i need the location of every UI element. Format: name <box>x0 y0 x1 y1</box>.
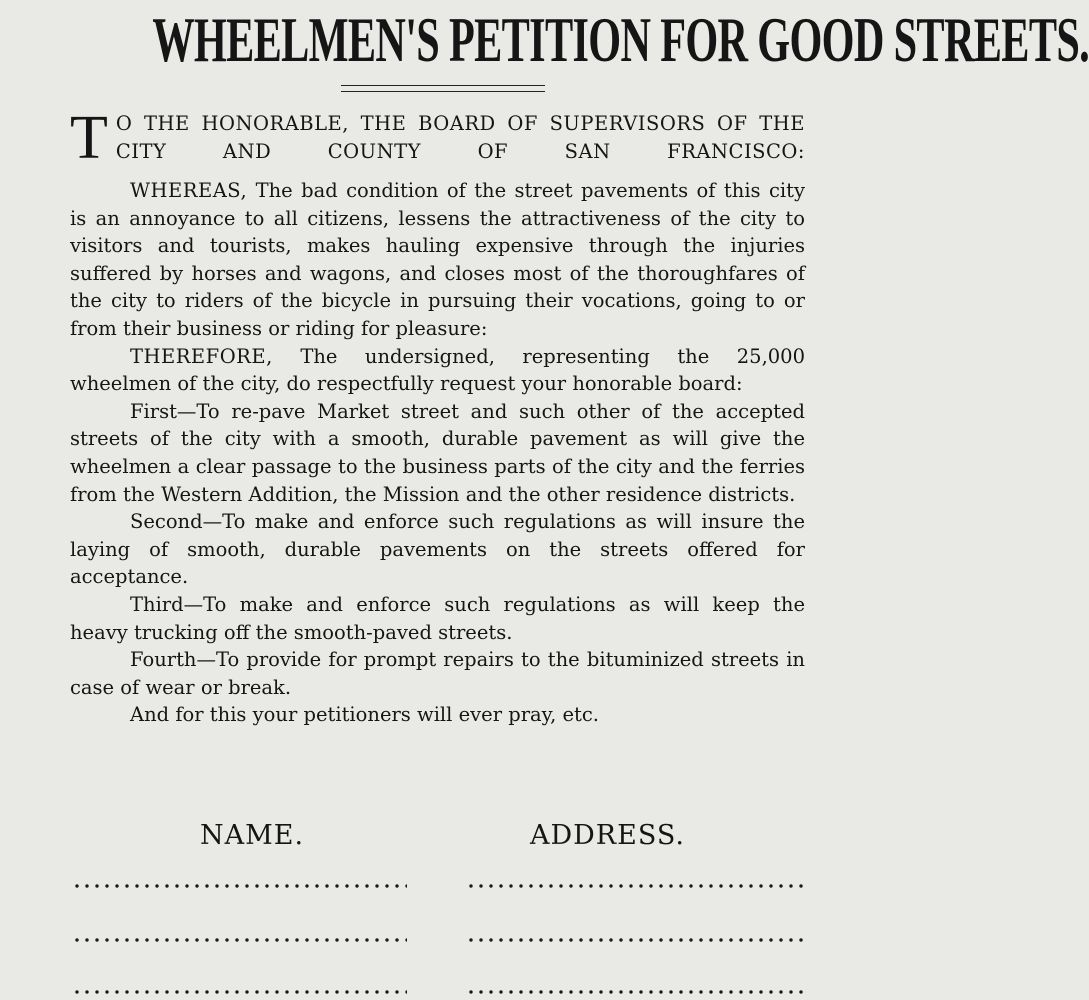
whereas-lead: WHEREAS, <box>130 179 248 202</box>
drop-cap: T <box>70 104 108 172</box>
second-paragraph: Second—To make and enforce such regulations as will insure the laying of smooth, durable pavements on the streets offered for acceptance. <box>70 510 805 589</box>
therefore-text: The undersigned, representing the 25,000 wheelmen of the city, do respectfully request your honorable board: <box>70 344 805 396</box>
whereas-paragraph <box>70 177 805 343</box>
headline: WHEELMEN'S PETITION FOR GOOD STREETS. <box>152 4 1089 75</box>
double-rule <box>341 85 545 92</box>
address-signature-line[interactable] <box>466 938 806 942</box>
third-paragraph: Third—To make and enforce such regulations as will keep the heavy trucking off the smooth-paved streets. <box>70 592 805 644</box>
therefore-paragraph <box>70 343 805 398</box>
address-column-label: ADDRESS. <box>530 820 685 851</box>
address-text: O THE HONORABLE, THE BOARD OF SUPERVISORS OF THE CITY AND COUNTY OF SAN FRANCISCO: <box>115 112 805 163</box>
name-signature-line[interactable] <box>72 938 407 942</box>
address-signature-line[interactable] <box>466 884 806 888</box>
first-paragraph: First—To re-pave Market street and such other of the accepted streets of the city with a smooth, durable pavement as will give the wheelmen a clear passage to the business parts of the city and the ferries from the Western Addition, the Mission and the other residence districts. <box>70 399 805 506</box>
closing-paragraph: And for this your petitioners will ever pray, etc. <box>130 703 599 727</box>
therefore-lead: THEREFORE, <box>130 344 273 368</box>
whereas-text: The bad condition of the street pavements of this city is an annoyance to all citizens, lessens the attractiveness of the city to visitors and tourists, makes hauling expensive through the injuries suffered by horses and wagons, and closes most of the thoroughfares of the city to riders of the bicycle in pursuing their vocations, going to or from their business or riding for pleasure: <box>70 179 805 340</box>
petition-body <box>70 104 805 729</box>
fourth-paragraph: Fourth—To provide for prompt repairs to the bituminized streets in case of wear or break. <box>70 648 805 699</box>
name-signature-line[interactable] <box>72 884 407 888</box>
name-signature-line[interactable] <box>72 990 407 994</box>
address-signature-line[interactable] <box>466 990 806 994</box>
name-column-label: NAME. <box>200 820 305 851</box>
address-paragraph <box>70 104 805 172</box>
